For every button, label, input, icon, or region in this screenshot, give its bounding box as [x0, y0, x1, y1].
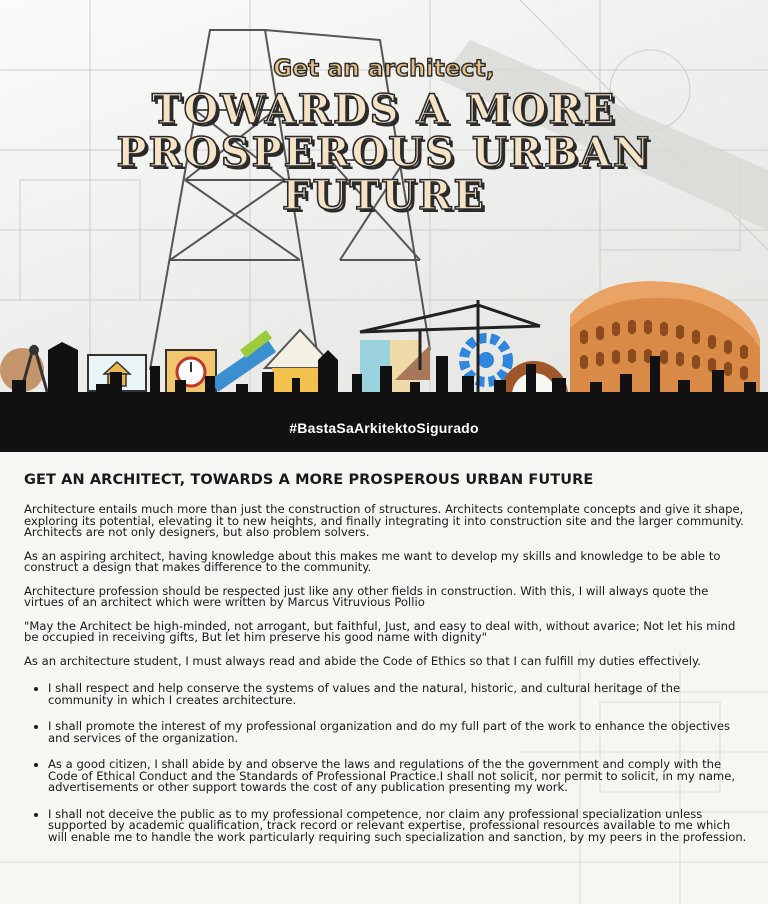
- list-item: • As a good citizen, I shall abide by and observe the laws and regulations of the the government and comply with the Code of Ethical Conduct and the Standards of Professional Practice.I shall not solicit, nor permit to solicit, in my name, advertisements or other support towards the cost of any publication presenting my work.: [48, 759, 748, 794]
- headline-line: PROSPEROUS URBAN: [116, 129, 652, 176]
- article-body: [24, 472, 748, 858]
- quote-paragraph: "May the Architect be high-minded, not arrogant, but faithful, Just, and easy to deal with, without avarice; Not let his mind be occupied in receiving gifts, But let him preserve his good name with dignity": [24, 618, 736, 644]
- article-paragraph: As an aspiring architect, having knowledge about this makes me want to develop my skills and knowledge to be able to construct a design that makes difference to the community.: [24, 548, 721, 574]
- headline-line: FUTURE: [282, 172, 486, 219]
- list-item: • I shall promote the interest of my professional organization and do my full part of the work to enhance the objectives and services of the organization.: [48, 721, 748, 744]
- article-paragraph: As an architecture student, I must always read and abide the Code of Ethics so that I can fulfill my duties effectively.: [24, 653, 701, 668]
- hero-headline: [84, 88, 684, 217]
- list-item: • I shall respect and help conserve the systems of values and the natural, historic, and cultural heritage of the community in which I creates architecture.: [48, 683, 748, 706]
- article-title: GET AN ARCHITECT, TOWARDS A MORE PROSPEROUS URBAN FUTURE: [24, 472, 594, 488]
- article-section: [0, 452, 768, 904]
- article-paragraph: Architecture profession should be respected just like any other fields in construction. With this, I will always quote the virtues of an architect which were written by Marcus Vitruvious Pollio: [24, 583, 709, 609]
- hashtag-text: #BastaSaArkitektoSigurado: [289, 420, 479, 436]
- code-of-ethics-list: [24, 683, 748, 843]
- list-item: • I shall not deceive the public as to my professional competence, nor claim any professional specialization unless supported by academic qualification, track record or relevant expertise, professional resources available to me which will enable me to handle the work particularly requiring such specialization and sanction, by my peers in the profession.: [48, 809, 748, 844]
- headline-line: TOWARDS A MORE: [151, 86, 617, 133]
- gear-icon: [464, 338, 508, 382]
- colosseum-icon: [570, 281, 760, 395]
- hero-kicker: Get an architect,: [273, 56, 495, 82]
- article-paragraph: Architecture entails much more than just the construction of structures. Architects contemplate concepts and give it shape, exploring its potential, elevating it to new heights, and finally integrating it into construction site and the larger community. Architects are not only designers, but also problem solvers.: [24, 502, 744, 539]
